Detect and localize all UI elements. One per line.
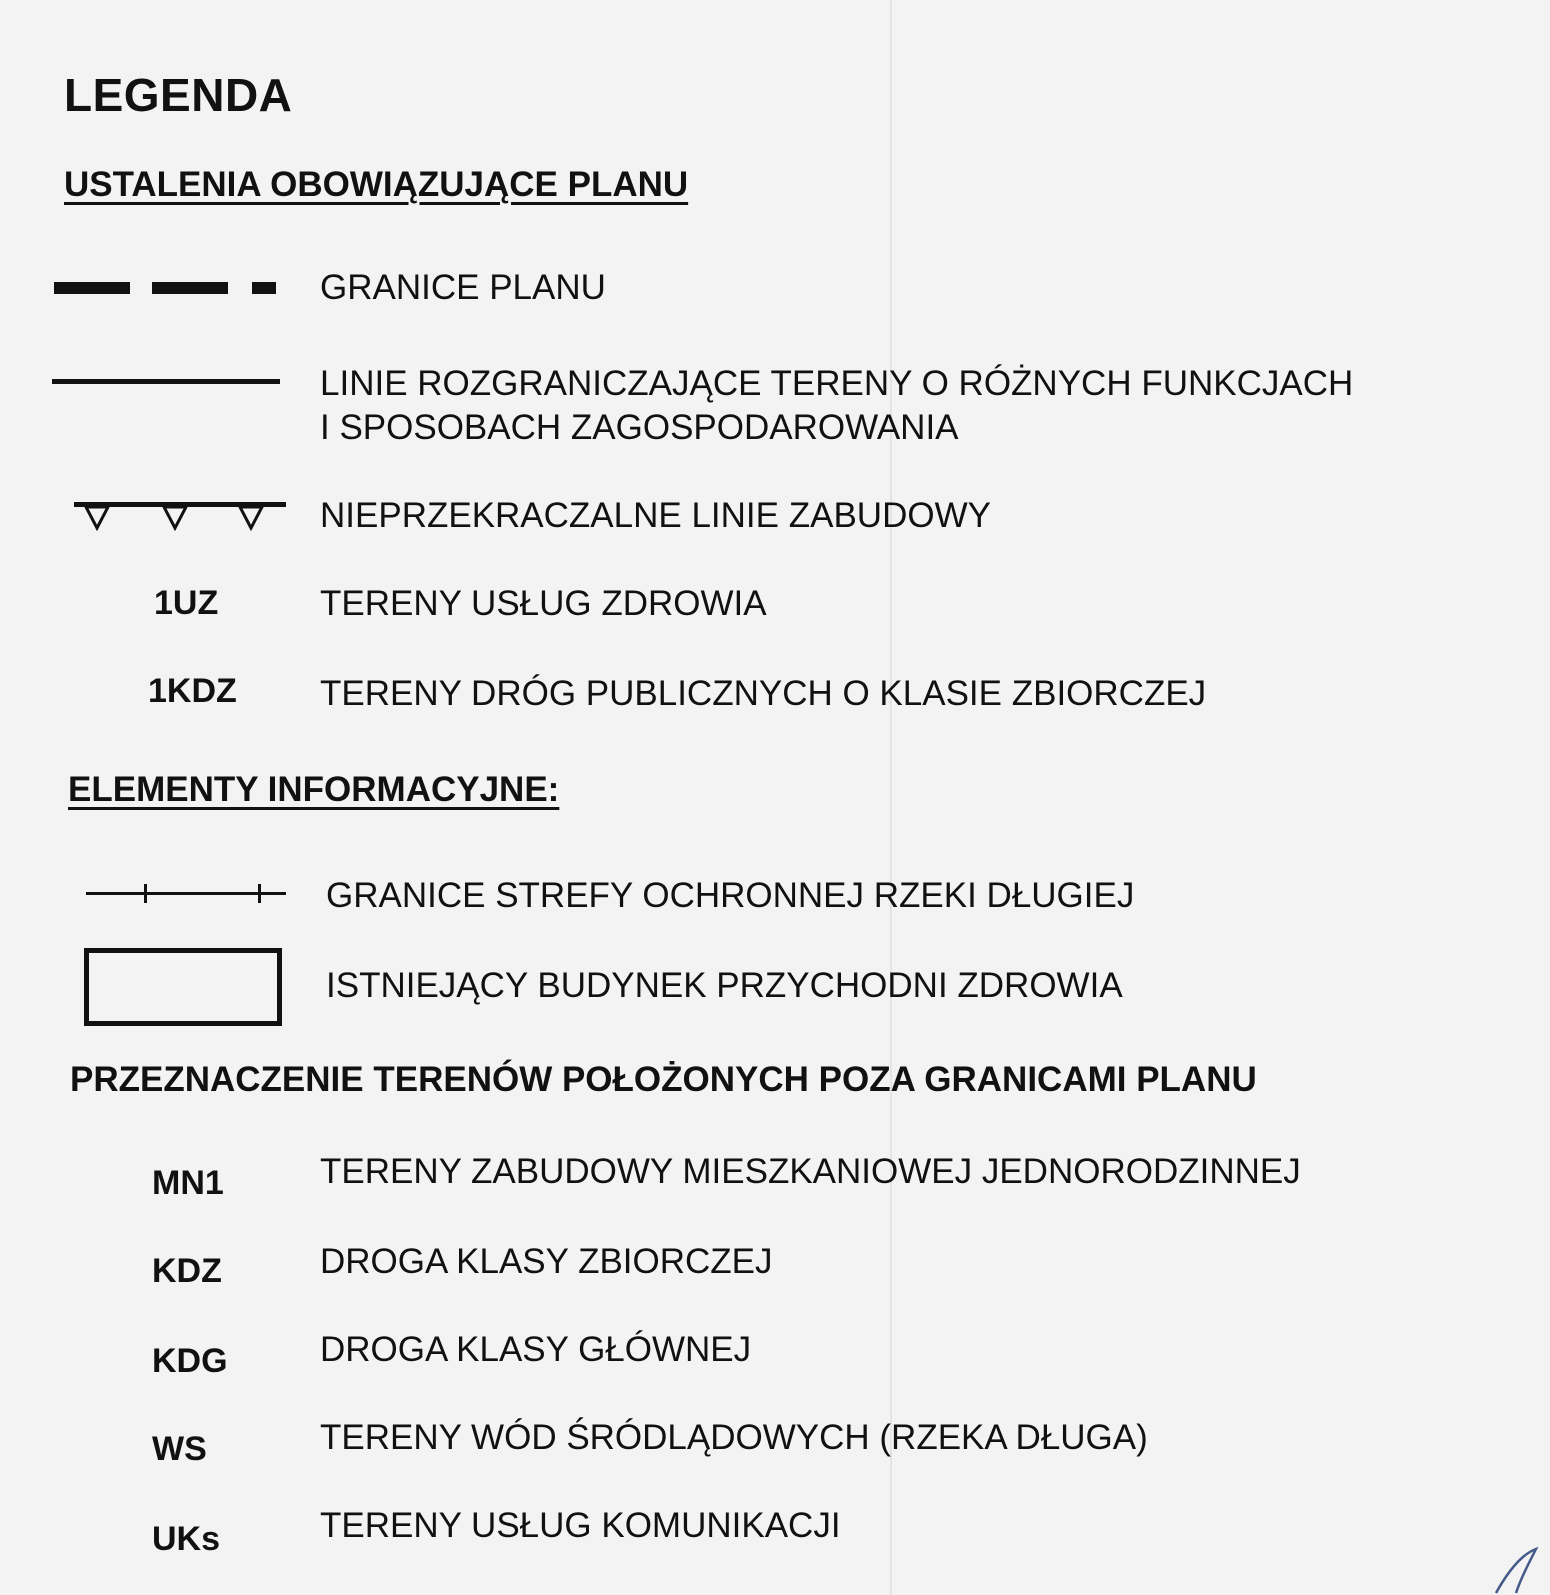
label-mn1: TERENY ZABUDOWY MIESZKANIOWEJ JEDNORODZINNEJ — [320, 1152, 1301, 1191]
label-kdz: DROGA KLASY ZBIORCZEJ — [320, 1242, 773, 1281]
demarcation-line-label-2: I SPOSOBACH ZAGOSPODAROWANIA — [320, 408, 959, 447]
paper-fold-shadow — [890, 0, 892, 1595]
section-informative-heading: ELEMENTY INFORMACYJNE: — [68, 770, 560, 809]
code-kdz: KDZ — [152, 1252, 222, 1290]
clinic-building-label: ISTNIEJĄCY BUDYNEK PRZYCHODNI ZDROWIA — [326, 966, 1123, 1005]
code-mn1: MN1 — [152, 1164, 224, 1202]
code-kdg: KDG — [152, 1342, 228, 1380]
signature-mark — [1486, 1545, 1546, 1595]
label-1kdz: TERENY DRÓG PUBLICZNYCH O KLASIE ZBIORCZEJ — [320, 674, 1207, 713]
building-line-label: NIEPRZEKRACZALNE LINIE ZABUDOWY — [320, 496, 991, 535]
code-1kdz: 1KDZ — [148, 672, 237, 710]
section-binding-heading: USTALENIA OBOWIĄZUJĄCE PLANU — [64, 165, 689, 204]
label-ws: TERENY WÓD ŚRÓDLĄDOWYCH (RZEKA DŁUGA) — [320, 1418, 1148, 1457]
label-1uz: TERENY USŁUG ZDROWIA — [320, 584, 767, 623]
river-zone-symbol — [86, 882, 290, 906]
river-zone-label: GRANICE STREFY OCHRONNEJ RZEKI DŁUGIEJ — [326, 876, 1135, 915]
plan-boundary-label: GRANICE PLANU — [320, 268, 606, 307]
building-line-symbol — [74, 500, 290, 534]
label-kdg: DROGA KLASY GŁÓWNEJ — [320, 1330, 752, 1369]
code-uks: UKs — [152, 1520, 221, 1558]
label-uks: TERENY USŁUG KOMUNIKACJI — [320, 1506, 841, 1545]
code-1uz: 1UZ — [154, 584, 219, 622]
demarcation-line-label-1: LINIE ROZGRANICZAJĄCE TERENY O RÓŻNYCH FUNKCJACH — [320, 364, 1354, 403]
clinic-building-symbol — [84, 948, 282, 1026]
demarcation-line-symbol — [52, 378, 284, 386]
plan-boundary-symbol — [54, 280, 284, 296]
code-ws: WS — [152, 1430, 207, 1468]
legend-title: LEGENDA — [64, 69, 293, 121]
section-outside-heading: PRZEZNACZENIE TERENÓW POŁOŻONYCH POZA GRANICAMI PLANU — [70, 1060, 1257, 1099]
